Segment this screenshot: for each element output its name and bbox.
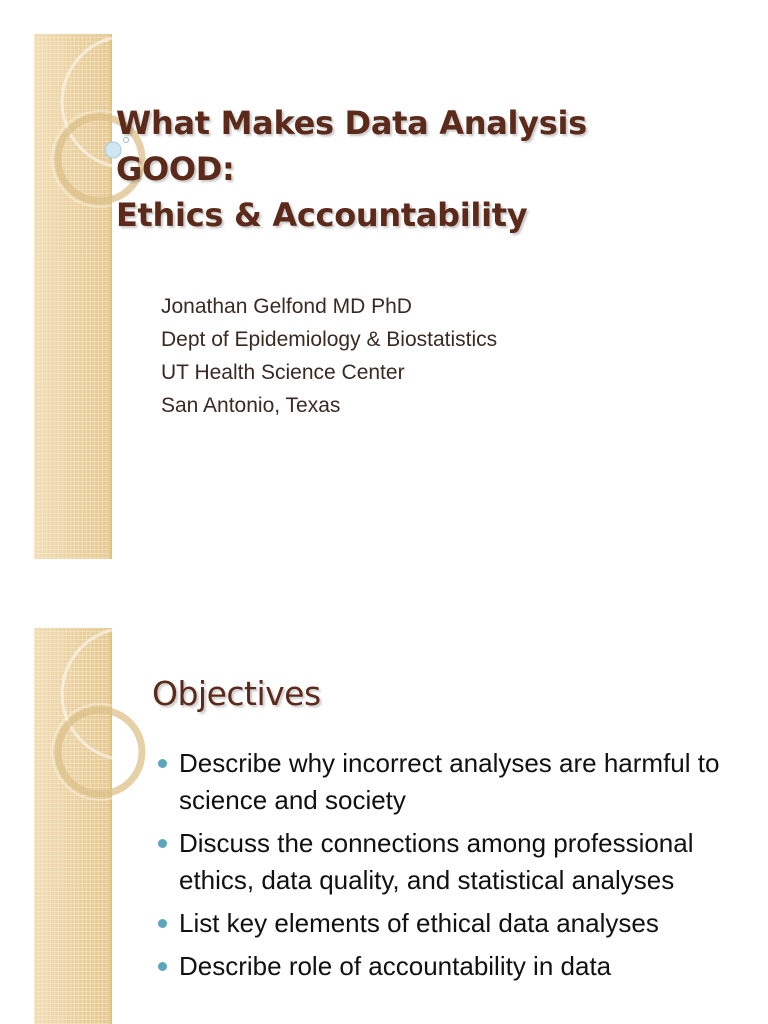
objectives-slide bbox=[0, 628, 768, 1024]
slide-title bbox=[116, 100, 587, 238]
author-name: Jonathan Gelfond MD PhD bbox=[161, 295, 412, 318]
bullet-dot-icon bbox=[158, 919, 167, 928]
objectives-list bbox=[158, 745, 748, 991]
list-item bbox=[158, 948, 748, 985]
title-line-2: GOOD: bbox=[116, 150, 235, 188]
bullet-dot-icon bbox=[158, 962, 167, 971]
list-item bbox=[158, 905, 748, 942]
bullet-dot-icon bbox=[158, 759, 167, 768]
objectives-title: Objectives bbox=[152, 674, 321, 713]
list-item-text: Discuss the connections among professional ethics, data quality, and statistical analyses bbox=[179, 828, 694, 895]
author-location: San Antonio, Texas bbox=[161, 394, 341, 417]
author-block bbox=[161, 290, 497, 422]
author-institution: UT Health Science Center bbox=[161, 361, 405, 384]
title-line-1: What Makes Data Analysis bbox=[116, 104, 587, 142]
title-slide bbox=[0, 34, 768, 559]
list-item-text: Describe role of accountability in data bbox=[179, 951, 612, 981]
title-line-3: Ethics & Accountability bbox=[116, 196, 528, 234]
bullet-dot-icon bbox=[158, 839, 167, 848]
list-item-text: List key elements of ethical data analyses bbox=[179, 908, 659, 938]
list-item bbox=[158, 745, 748, 819]
list-item bbox=[158, 825, 748, 899]
author-department: Dept of Epidemiology & Biostatistics bbox=[161, 328, 498, 351]
list-item-text: Describe why incorrect analyses are harmful to science and society bbox=[179, 748, 720, 815]
